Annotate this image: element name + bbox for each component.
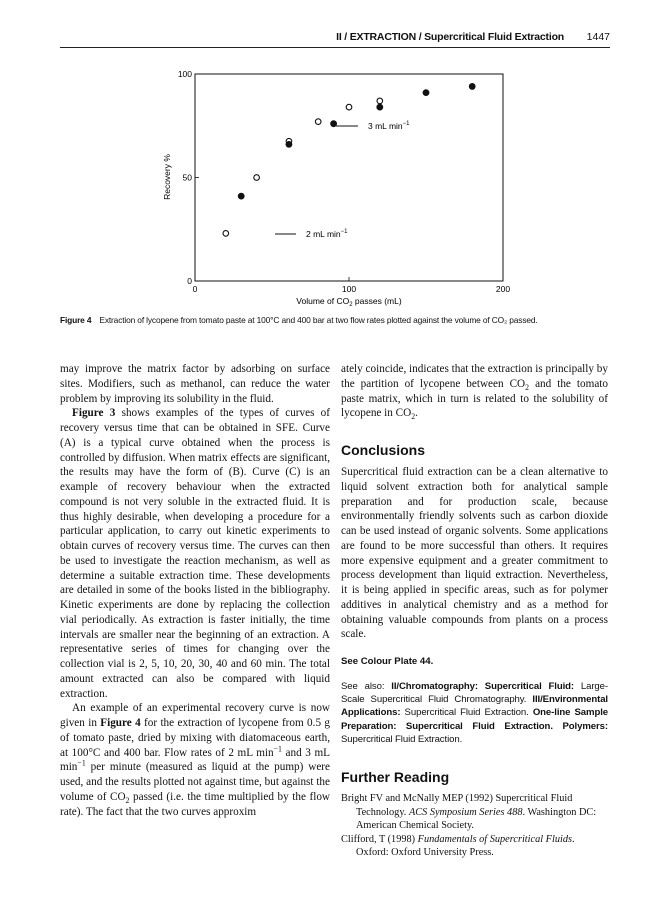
open-circle-marker bbox=[377, 98, 383, 104]
running-title: II / EXTRACTION / Supercritical Fluid Extraction bbox=[336, 31, 564, 43]
filled-circle-marker bbox=[238, 193, 244, 199]
figure-4-chart bbox=[140, 62, 540, 312]
x-tick-label: 0 bbox=[192, 284, 198, 294]
paragraph: may improve the matrix factor by adsorbing on surface sites. Modifiers, such as methanol, can reduce the water problem by improving its solubility in the fluid. bbox=[60, 363, 330, 405]
y-axis-label: Recovery % bbox=[162, 154, 172, 200]
data-points bbox=[223, 83, 475, 236]
see-colour-plate: See Colour Plate 44. bbox=[341, 656, 434, 667]
left-column bbox=[60, 362, 330, 819]
cross-reference-link[interactable]: One-line Sample Preparation: Supercritical Fluid Extraction. Polymers: bbox=[341, 707, 609, 732]
paragraph: Supercritical fluid extraction can be a clean alternative to liquid solvent extraction both for analytical sample preparation and for production scale, because environmentally friendly solvents such as carbon dioxide can be used instead of organic solvents. Some applications are found to be more successful than others. It requires more expensive equipment and a greater commitment to process development than liquid extraction. Nevertheless, it is being applied in specific areas, such as for polymer additives in analytical chemistry and as a method for obtaining valuable compounds from plants on a process scale. bbox=[341, 466, 608, 641]
conclusions-heading: Conclusions bbox=[341, 442, 426, 458]
paragraph: An example of an experimental recovery curve is now given in Figure 4 for the extraction of lycopene from 0.5 g of tomato paste, dried by mixing with diatomaceous earth, at 100°C and 400 bar. Flow rates of 2 mL $\min^{-1}$ and 3 mL $\min^{-1}$ per minute (measured as liquid at the pump) were used, and the results plotted not against time, but against the volume of $CO_2$ passed (i.e. the time multiplied by the flow rate). The fact that the two curves approxim bbox=[60, 702, 331, 818]
paragraph: ately coincide, indicates that the extraction is principally by the partition of lycopene between $CO_2$ and the tomato paste matrix, which in turn is related to the solubility of lycopene in $CO_2$. bbox=[341, 363, 608, 422]
filled-circle-marker bbox=[377, 104, 383, 110]
open-circle-marker bbox=[315, 119, 321, 125]
right-column bbox=[341, 362, 608, 860]
y-tick-label: 0 bbox=[187, 276, 192, 286]
filled-circle-marker bbox=[331, 121, 337, 127]
figure-label: Figure 4 bbox=[60, 315, 92, 325]
paragraph: Figure 3 shows examples of the types of curves of recovery versus time that can be obtained in SFE. Curve (A) is a typical curve obtained when the process is controlled by diffusion. When matrix effects are significant, the results may have the form of (B). Curve (C) is an example of recovery behaviour when the extracted compound is not very soluble in the extracted fluid. It is thus highly desirable, when developing a procedure for a particular application, to carry out kinetic experiments to obtain curves of recovery versus time. The curves can then be used to investigate the reaction mechanism, as well as determine a suitable extraction time. These developments are detailed in some of the books listed in the bibliography. Kinetic experiments are done by replacing the collection vial periodically. As extraction is faster initially, the time intervals are smaller near the beginning of an extraction. A representative series of times for changing over the collection vial is 2, 5, 10, 20, 30, 40 and 60 min. The total amount extracted can also be compared with liquid extraction. bbox=[60, 407, 330, 700]
cross-reference-link[interactable]: III/Environmental Applications: bbox=[341, 694, 608, 719]
running-head bbox=[60, 30, 610, 48]
figure-reference: Figure 3 bbox=[72, 407, 116, 420]
open-circle-marker bbox=[223, 231, 229, 237]
x-axis-label: Volume of $CO_2$ passes (mL) bbox=[296, 296, 402, 308]
legend-label-2ml: 2 mL $\min^{-1}$ bbox=[306, 229, 348, 239]
see-also: See also: II/Chromatography: Supercritical Fluid: Large-Scale Supercritical Fluid Chromatography. III/Environmental Applications: Supercritical Fluid Extraction. One-line Sample Preparation: Supercritical Fluid Extraction. Polymers: Supercritical Fluid Extraction. bbox=[341, 681, 609, 745]
reference-item: Bright FV and McNally MEP (1992) Supercritical Fluid Technology. ACS Symposium Series 488. Washington DC: American Chemical Society. bbox=[341, 793, 597, 832]
tick-labels bbox=[178, 69, 511, 294]
filled-circle-marker bbox=[469, 83, 475, 89]
y-tick-label: 50 bbox=[182, 172, 192, 183]
further-reading-heading: Further Reading bbox=[341, 769, 450, 786]
legend-label-3ml: 3 mL $\min^{-1}$ bbox=[368, 121, 410, 131]
open-circle-marker bbox=[346, 104, 352, 110]
open-circle-marker bbox=[254, 175, 260, 181]
figure-caption bbox=[60, 315, 620, 325]
filled-circle-marker bbox=[423, 90, 429, 96]
filled-circle-marker bbox=[286, 141, 292, 147]
x-tick-label: 100 bbox=[341, 284, 357, 294]
figure-reference: Figure 4 bbox=[100, 717, 141, 729]
caption-text: Extraction of lycopene from tomato paste at 100°C and 400 bar at two flow rates plotted against the volume of CO₂ passed. bbox=[99, 315, 538, 325]
page-number: 1447 bbox=[586, 31, 610, 43]
y-tick-label: 100 bbox=[177, 69, 192, 79]
reference-item: Clifford, T (1998) Fundamentals of Supercritical Fluids. Oxford: Oxford University Press. bbox=[341, 833, 575, 859]
cross-reference-link[interactable]: II/Chromatography: Supercritical Fluid: bbox=[391, 681, 574, 692]
x-tick-label: 200 bbox=[495, 284, 511, 294]
scatter-plot bbox=[140, 62, 540, 312]
